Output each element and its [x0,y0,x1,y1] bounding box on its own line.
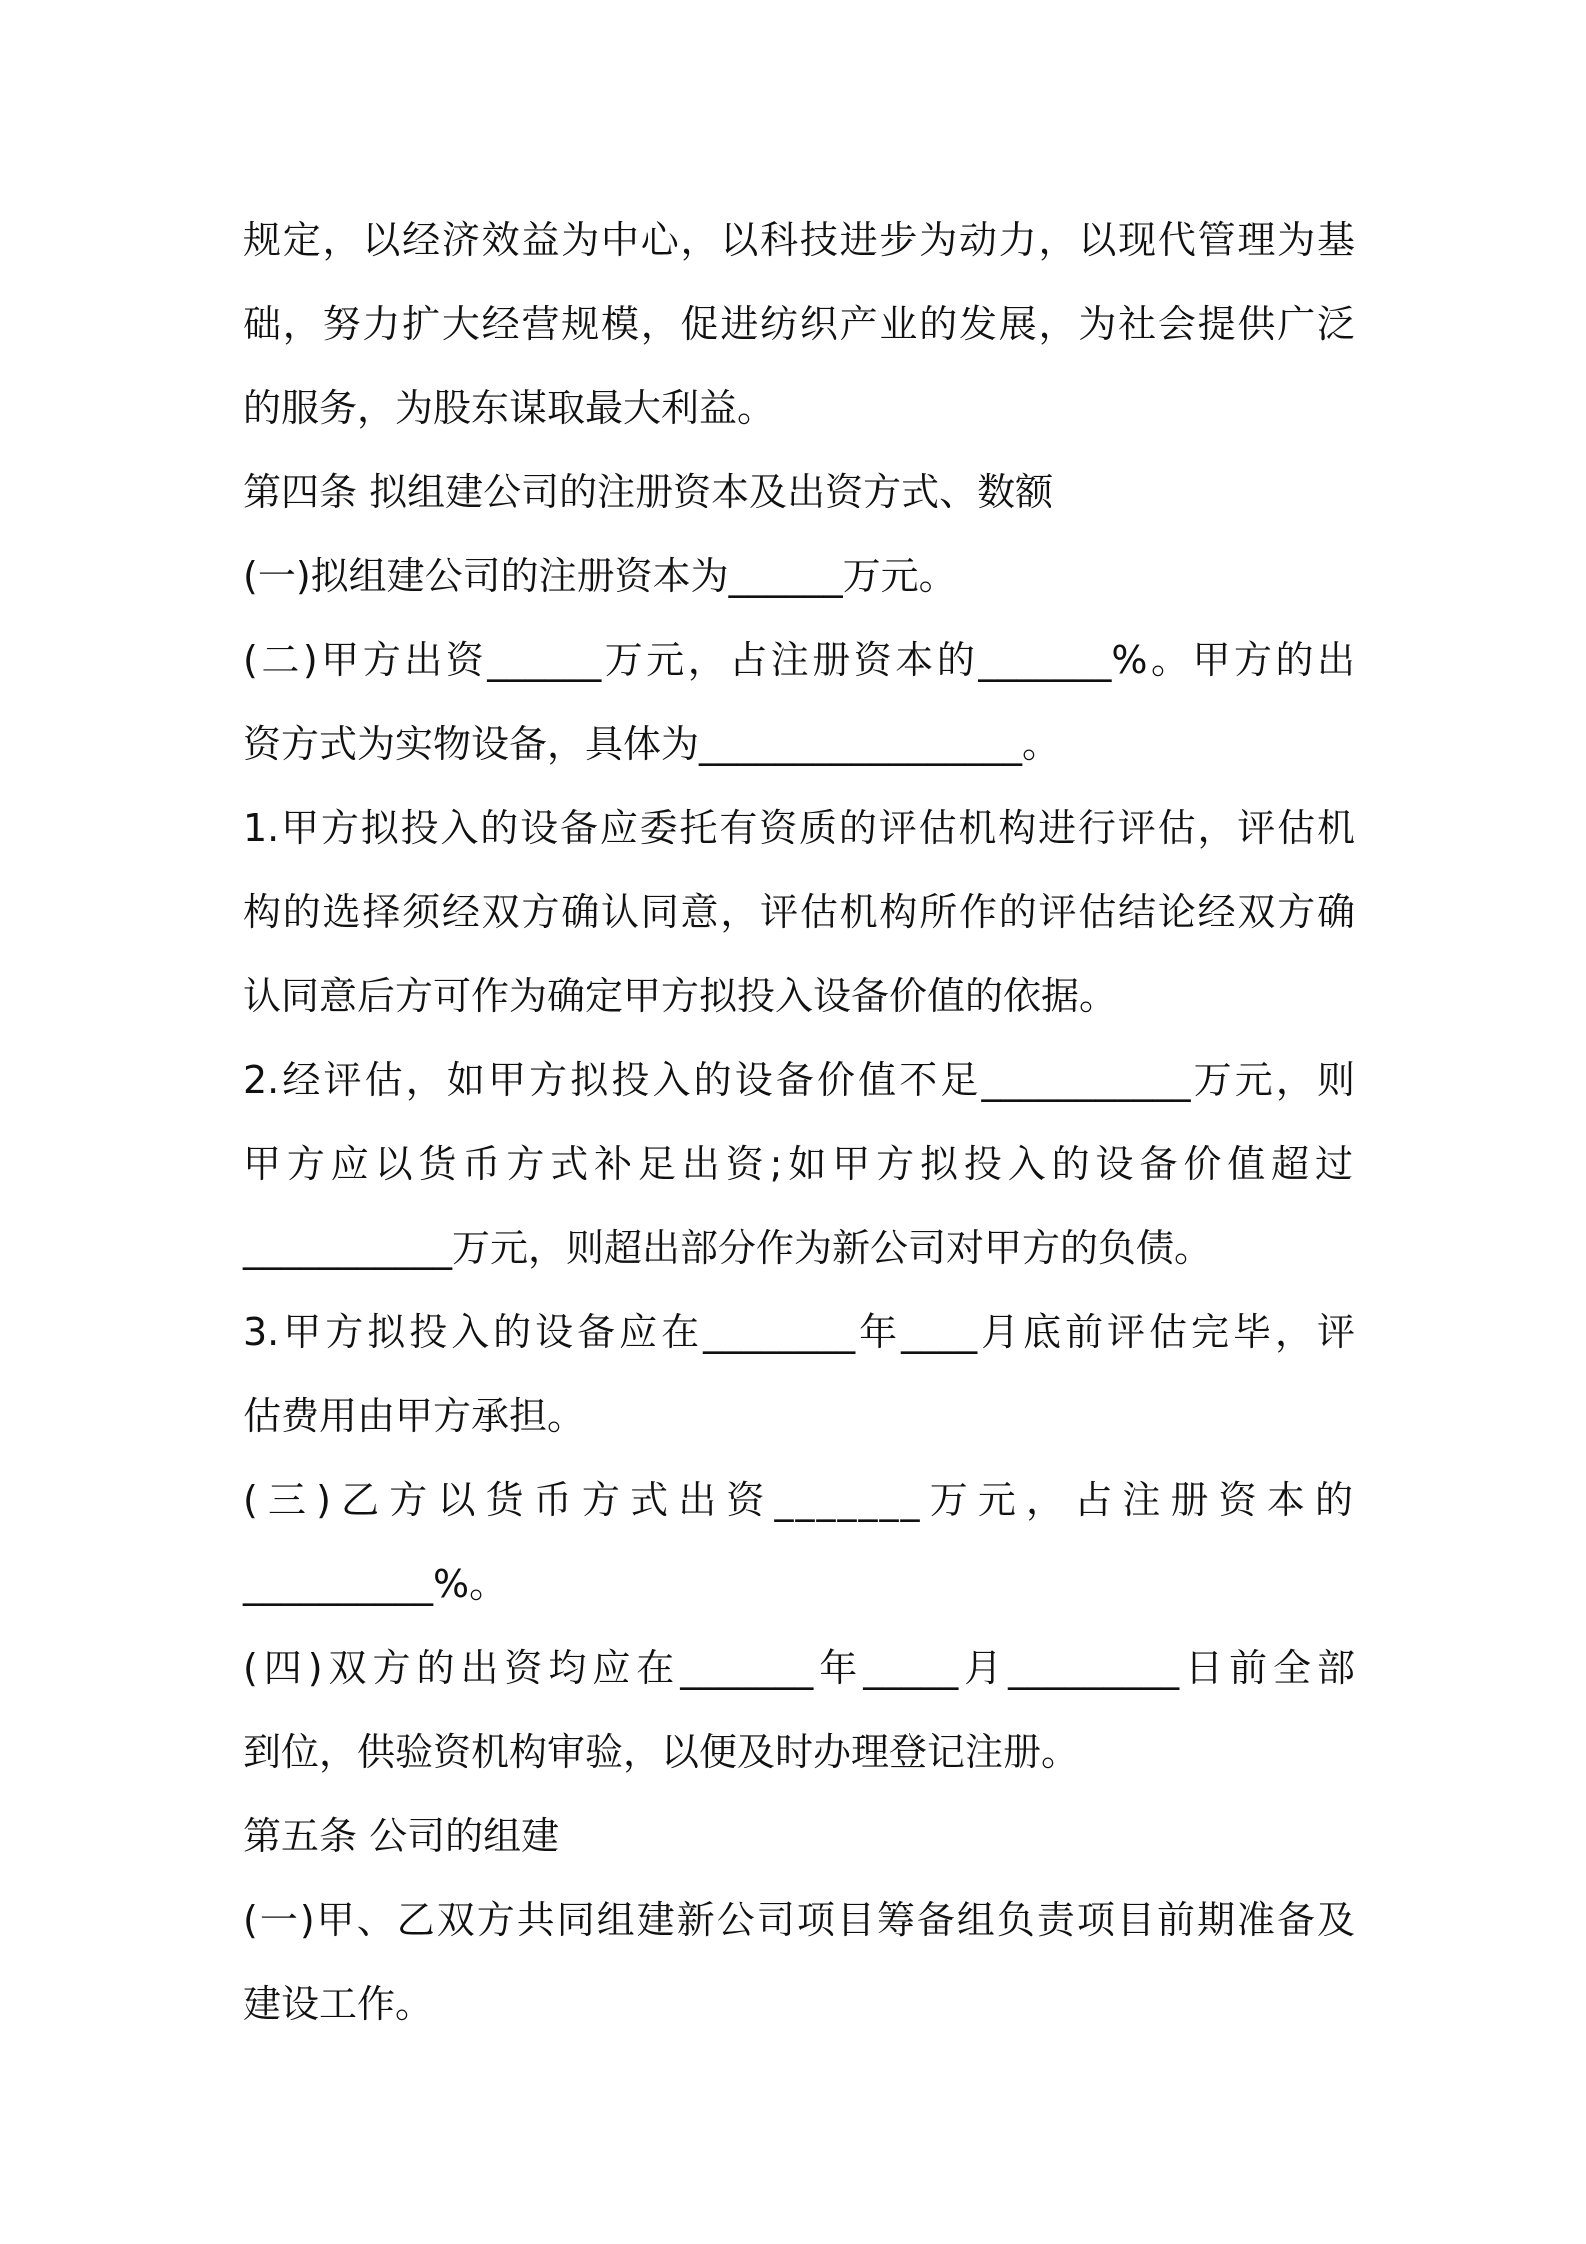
paragraph-line: 2.经评估，如甲方拟投入的设备价值不足___________万元，则 [243,1058,1355,1102]
paragraph-line: 的服务，为股东谋取最大利益。 [243,386,776,430]
paragraph-line: __________%。 [243,1562,508,1606]
document-body [243,198,1355,2046]
paragraph-line: 甲方应以货币方式补足出资;如甲方拟投入的设备价值超过 [243,1142,1355,1186]
paragraph-line: 规定，以经济效益为中心，以科技进步为动力，以现代管理为基 [243,218,1355,262]
paragraph-line: 构的选择须经双方确认同意，评估机构所作的评估结论经双方确 [243,890,1355,934]
article-heading: 第五条 公司的组建 [243,1814,560,1858]
paragraph-line: 础，努力扩大经营规模，促进纺织产业的发展，为社会提供广泛 [243,302,1355,346]
paragraph-line: 1.甲方拟投入的设备应委托有资质的评估机构进行评估，评估机 [243,806,1355,850]
article-heading: 第四条 拟组建公司的注册资本及出资方式、数额 [243,470,1054,514]
paragraph-line: (四)双方的出资均应在_______年_____月_________日前全部 [243,1646,1355,1690]
paragraph-line: 到位，供验资机构审验，以便及时办理登记注册。 [243,1730,1080,1774]
paragraph-line: 资方式为实物设备，具体为_________________。 [243,722,1061,766]
paragraph-line: (一)甲、乙双方共同组建新公司项目筹备组负责项目前期准备及 [243,1898,1355,1942]
paragraph-line: ___________万元，则超出部分作为新公司对甲方的负债。 [243,1226,1213,1270]
paragraph-line: 估费用由甲方承担。 [243,1394,586,1438]
paragraph-line: (二)甲方出资______万元，占注册资本的_______%。甲方的出 [243,638,1355,682]
paragraph-line: 建设工作。 [243,1982,434,2026]
paragraph-line: (一)拟组建公司的注册资本为______万元。 [243,554,957,598]
paragraph-line: (三)乙方以货币方式出资_______万元，占注册资本的 [243,1478,1355,1522]
paragraph-line: 3.甲方拟投入的设备应在________年____月底前评估完毕，评 [243,1310,1355,1354]
paragraph-line: 认同意后方可作为确定甲方拟投入设备价值的依据。 [243,974,1118,1018]
